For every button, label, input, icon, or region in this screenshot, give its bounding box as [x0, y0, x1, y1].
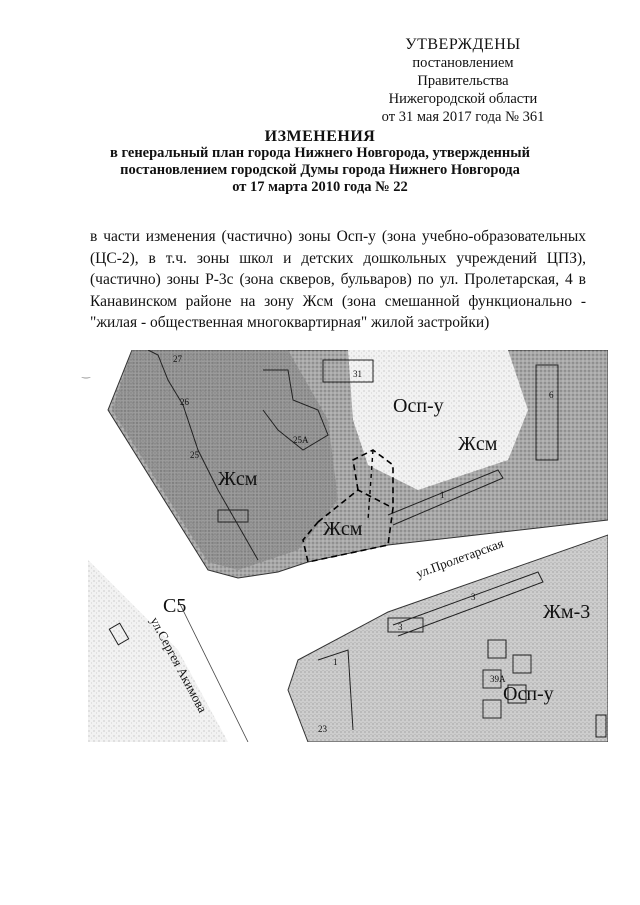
body-line: (частично) зоны Р-3с (зона скверов, бульваров) по ул. Пролетарская, 4 в	[90, 271, 586, 288]
title-date: от 17 марта 2010 года № 22	[232, 179, 408, 195]
building-number: 3	[398, 622, 403, 632]
building-number: 1	[333, 657, 338, 667]
street-label-proletarskaya: ул.Пролетарская	[413, 535, 506, 581]
building-number: 3	[471, 592, 476, 602]
approval-heading: УТВЕРЖДЕНЫ	[405, 36, 521, 53]
title-heading: ИЗМЕНЕНИЯ	[264, 128, 376, 145]
body-line: Канавинском районе на зону Жсм (зона смешанной функционально -	[90, 292, 586, 310]
title-line: постановлением городской Думы города Нижнего Новгорода	[120, 162, 520, 178]
zone-label-c5: С5	[163, 595, 187, 617]
building-number: 25	[190, 450, 199, 460]
approval-line: Нижегородской области	[388, 91, 538, 107]
building-number: 25А	[293, 435, 309, 445]
zone-label-zhsm-left: Жсм	[218, 468, 258, 490]
building-number: 6	[549, 390, 554, 400]
body-line: "жилая - общественная многоквартирная" жилой застройки)	[90, 314, 490, 331]
zone-label-osp-bottom: Осп-у	[503, 683, 554, 705]
body-line: (ЦС-2), в т.ч. зоны школ и детских дошкольных учреждений ЦПЗ),	[90, 249, 586, 267]
approval-date: от 31 мая 2017 года № 361	[381, 109, 545, 125]
zone-label-zhm3: Жм-3	[543, 601, 591, 623]
zone-label-zhsm-right: Жсм	[458, 433, 498, 455]
approval-block	[370, 36, 556, 126]
zone-label-zhsm-center: Жсм	[323, 518, 363, 540]
zone-label-osp-top: Осп-у	[393, 395, 444, 417]
document-title	[60, 128, 580, 196]
scan-mark: ‿	[82, 368, 91, 379]
upper-block	[108, 350, 608, 578]
zoning-map	[88, 350, 608, 742]
body-paragraph	[90, 226, 586, 334]
building-number: 1	[440, 490, 445, 500]
building-number: 31	[353, 369, 362, 379]
approval-line: постановлением Правительства	[412, 55, 514, 89]
title-line: в генеральный план города Нижнего Новгорода, утвержденный	[110, 145, 530, 161]
building-number: 23	[318, 724, 327, 734]
body-line: в части изменения (частично) зоны Осп-у (зона учебно-образовательных	[90, 228, 586, 245]
street-label-akimova: ул.Сергея Акимова	[147, 614, 211, 716]
building-number: 27	[173, 354, 182, 364]
building-number: 39А	[490, 674, 506, 684]
building-number: 26	[180, 397, 189, 407]
